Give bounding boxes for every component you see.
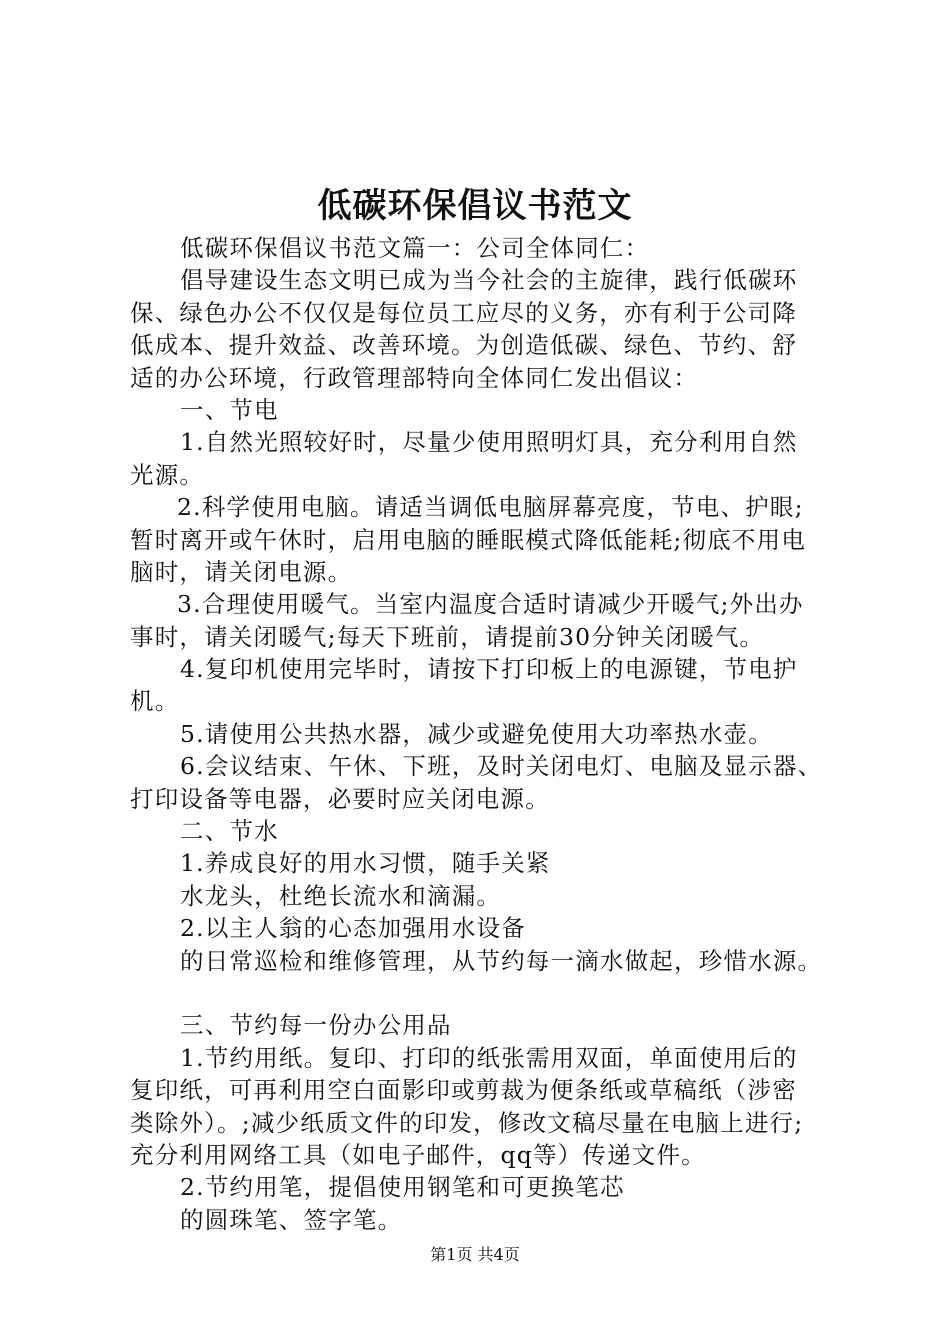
list-item-line: 1.养成良好的用水习惯，随手关紧: [180, 849, 551, 878]
list-item-line: 事时，请关闭暖气;每天下班前，请提前30分钟关闭暖气。: [130, 622, 765, 651]
list-item-line: 2.科学使用电脑。请适当调低电脑屏幕亮度，节电、护眼;: [177, 493, 804, 522]
section-heading-electricity: 一、节电: [180, 395, 279, 424]
list-item-line: 4.复印机使用完毕时，请按下打印板上的电源键，节电护: [180, 655, 798, 684]
list-item-line: 6.会议结束、午休、下班，及时关闭电灯、电脑及显示器、: [180, 752, 823, 781]
paragraph-line: 保、绿色办公不仅仅是每位员工应尽的义务，亦有利于公司降: [130, 298, 797, 327]
list-item-line: 2.节约用笔，提倡使用钢笔和可更换笔芯: [180, 1173, 625, 1202]
list-item-line: 机。: [130, 687, 180, 716]
paragraph-line: 倡导建设生态文明已成为当今社会的主旋律，践行低碳环: [180, 266, 798, 295]
list-item-line: 暂时离开或午休时，启用电脑的睡眠模式降低能耗;彻底不用电: [130, 525, 807, 554]
list-item-line: 1.自然光照较好时，尽量少使用照明灯具，充分利用自然: [180, 428, 798, 457]
greeting-line: 低碳环保倡议书范文篇一：公司全体同仁：: [180, 234, 650, 262]
list-item-line: 打印设备等电器，必要时应关闭电源。: [130, 784, 550, 813]
page-footer: 第1页 共4页: [430, 1245, 520, 1264]
list-item-line: 水龙头，杜绝长流水和滴漏。: [180, 881, 502, 910]
list-item-line: 5.请使用公共热水器，减少或避免使用大功率热水壶。: [180, 719, 773, 748]
section-heading-office-supplies: 三、节约每一份办公用品: [180, 1011, 452, 1040]
list-item-line: 2.以主人翁的心态加强用水设备: [180, 914, 526, 943]
list-item-line: 充分利用网络工具（如电子邮件，qq等）传递文件。: [130, 1140, 706, 1169]
paragraph-line: 低成本、提升效益、改善环境。为创造低碳、绿色、节约、舒: [130, 331, 797, 360]
blank-line: [130, 977, 852, 1009]
list-item-line: 复印纸，可再利用空白面影印或剪裁为便条纸或草稿纸（涉密: [130, 1076, 797, 1105]
document-body: [130, 232, 852, 1236]
list-item-line: 类除外）。;减少纸质文件的印发，修改文稿尽量在电脑上进行;: [130, 1108, 804, 1137]
paragraph-line: 适的办公环境，行政管理部特向全体同仁发出倡议：: [130, 363, 699, 392]
list-item-line: 的圆珠笔、签字笔。: [180, 1205, 403, 1234]
list-item-line: 的日常巡检和维修管理，从节约每一滴水做起，珍惜水源。: [180, 946, 823, 975]
list-item-line: 光源。: [130, 460, 205, 489]
document-title: 低碳环保倡议书范文: [317, 186, 633, 226]
list-item-line: 1.节约用纸。复印、打印的纸张需用双面，单面使用后的: [180, 1043, 798, 1072]
section-heading-water: 二、节水: [180, 817, 279, 846]
list-item-line: 3.合理使用暖气。当室内温度合适时请减少开暖气;外出办: [177, 590, 804, 619]
list-item-line: 脑时，请关闭电源。: [130, 557, 353, 586]
